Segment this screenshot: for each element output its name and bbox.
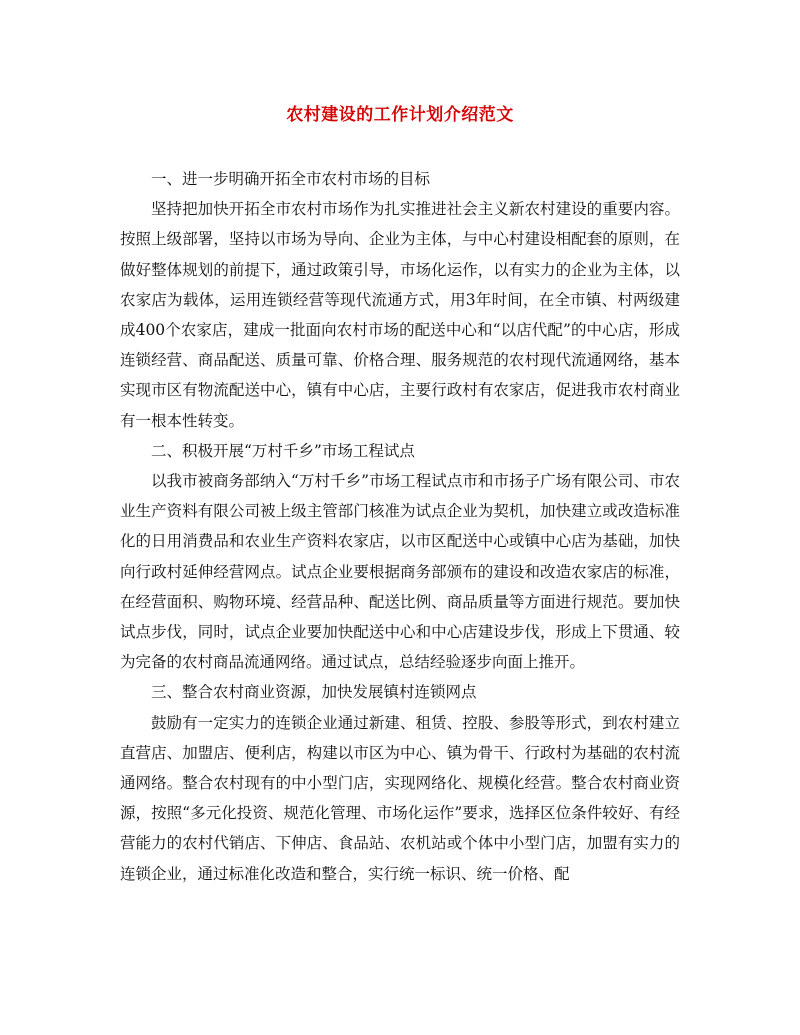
- section-1-heading: 一、进一步明确开拓全市农村市场的目标: [151, 170, 431, 188]
- section-2-heading: 二、积极开展“万村千乡”市场工程试点: [151, 441, 415, 460]
- section-2-paragraph: 以我市被商务部纳入“万村千乡”市场工程试点市和市扬子广场有限公司、市农业生产资料有限公司被上级主管部门核准为试点企业为契机，加快建立或改造标准化的日用消费品和农业生产资料农家店，以市区配送中心或镇中心店为基础，加快向行政村延伸经营网点。试点企业要根据商务部颁布的建设和改造农家店的标准，在经营面积、购物环境、经营品种、配送比例、商品质量等方面进行规范。要加快试点步伐，同时，试点企业要加快配送中心和中心店建设步伐，形成上下贯通、较为完备的农村商品流通网络。通过试点，总结经验逐步向面上推开。: [120, 472, 680, 672]
- document-body: [120, 164, 680, 889]
- document-title: 农村建设的工作计划介绍范文: [286, 105, 514, 125]
- section-3-paragraph: 鼓励有一定实力的连锁企业通过新建、租赁、控股、参股等形式，到农村建立直营店、加盟店、便利店，构建以市区为中心、镇为骨干、行政村为基础的农村流通网络。整合农村现有的中小型门店，实现网络化、规模化经营。整合农村商业资源，按照“多元化投资、规范化管理、市场化运作”要求，选择区位条件较好、有经营能力的农村代销店、下伸店、食品站、农机站或个体中小型门店，加盟有实力的连锁企业，通过标准化改造和整合，实行统一标识、统一价格、配: [120, 713, 680, 883]
- section-1-paragraph: 坚持把加快开拓全市农村市场作为扎实推进社会主义新农村建设的重要内容。按照上级部署，坚持以市场为导向、企业为主体，与中心村建设相配套的原则，在做好整体规划的前提下，通过政策引导，市场化运作，以有实力的企业为主体，以农家店为载体，运用连锁经营等现代流通方式，用3年时间，在全市镇、村两级建成400个农家店，建成一批面向农村市场的配送中心和“以店代配”的中心店，形成连锁经营、商品配送、质量可靠、价格合理、服务规范的农村现代流通网络，基本实现市区有物流配送中心，镇有中心店，主要行政村有农家店，促进我市农村商业有一根本性转变。: [120, 200, 680, 430]
- section-3-heading: 三、整合农村商业资源，加快发展镇村连锁网点: [151, 683, 477, 702]
